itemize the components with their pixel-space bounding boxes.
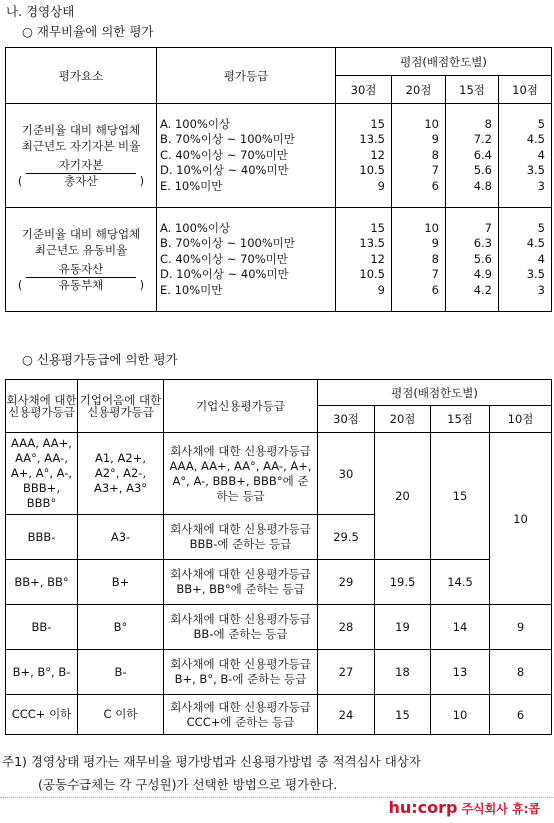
score-value: 12 [370,147,385,162]
score-value: 4.2 [473,282,492,297]
corp-grade: 회사채에 대한 신용평가등급 AAA, AA+, AA°, AA-, A+, A°, A-, BBB+, BBB°에 준하는 등급 [164,433,318,515]
score-value: 4.8 [473,178,492,193]
ratio-formula: ( $\frac{\text{자기자본}}{\text{총자산}}$ ) [17,157,145,189]
score-col-30: 30점 [318,406,375,433]
head-corp: 기업신용평가등급 [164,380,318,433]
ratio-group-equity [6,104,552,208]
score-value: 10.5 [359,267,385,282]
grade-item: C. 40%이상 ~ 70%미만 [160,251,288,266]
score-15: 13 [431,650,490,695]
factor-line: 기준비율 대비 해당업체 [21,226,141,241]
grade-item: E. 10%미만 [160,178,223,193]
score-30: 29.5 [318,515,375,560]
score-value: 6 [431,282,439,297]
score-30: 28 [318,605,375,650]
head-cp: 기업어음에 대한 신용평가등급 [78,380,164,433]
score-20: 19.5 [375,560,431,605]
score-value: 10 [424,220,439,235]
score-col-15: 15점 [431,406,490,433]
fraction-numerator: 자기자본 [26,158,136,174]
score-value: 8 [431,251,439,266]
score-value: 7 [431,163,439,178]
score-value: 12 [370,251,385,266]
section-title: 나. 경영상태 [6,4,75,19]
grade-list [157,104,336,208]
head-bond: 회사채에 대한 신용평가등급 [6,380,78,433]
grade-item: A. 100%이상 [160,220,231,235]
head-score: 평점(배점한도별) [336,48,552,76]
merged-score-20: 20 [375,433,431,560]
bond-grade: BB+, BB° [6,560,78,605]
fraction-numerator: 유동자산 [26,262,136,278]
score-10: 6 [490,695,552,735]
grade-item: A. 100%이상 [160,116,231,131]
score-value: 9 [377,178,385,193]
factor-line: 최근년도 유동비율 [34,242,128,257]
score-list-10 [499,104,552,208]
grade-list [157,208,336,312]
score-value: 4.9 [473,267,492,282]
fraction [26,158,136,189]
cp-grade: B- [78,650,164,695]
grade-item: D. 10%이상 ~ 40%미만 [160,267,289,282]
fraction [26,262,136,293]
score-value: 10.5 [359,163,385,178]
credit-rating-table [5,379,552,735]
score-10: 9 [490,605,552,650]
score-value: 9 [431,132,439,147]
factor-line: 기준비율 대비 해당업체 [21,122,141,137]
bond-grade: BBB- [6,515,78,560]
credit-row [6,560,552,605]
grade-item: B. 70%이상 ~ 100%미만 [160,132,296,147]
score-value: 8 [431,147,439,162]
note-line-1: 주1) 경영상태 평가는 재무비율 평가방법과 신용평가방법 중 적격심사 대상자 [2,754,421,769]
score-15: 10 [431,695,490,735]
bond-grade: AAA, AA+, AA°, AA-, A+, A°, A-, BBB+, BBB° [6,433,78,515]
score-value: 6.4 [473,147,492,162]
score-list-30 [336,208,392,312]
score-value: 4.5 [526,132,545,147]
fraction-denominator: 총자산 [64,173,98,188]
credit-row [6,695,552,735]
score-value: 13.5 [359,236,385,251]
logo-mark: hu:corp [388,798,458,817]
grade-item: C. 40%이상 ~ 70%미만 [160,147,288,162]
score-list-20 [392,104,446,208]
head-grade: 평가등급 [157,48,336,104]
ratio-group-current [6,208,552,312]
merged-score-15: 15 [431,433,490,560]
score-value: 4 [537,147,545,162]
score-value: 4 [537,251,545,266]
score-30: 30 [318,433,375,515]
score-30: 24 [318,695,375,735]
score-col-30: 30점 [336,76,392,104]
score-value: 5.6 [473,163,492,178]
head-score: 평점(배점한도별) [318,380,552,406]
score-value: 6 [431,178,439,193]
corp-grade: 회사채에 대한 신용평가등급 BB+, BB°에 준하는 등급 [164,560,318,605]
sub2-title: ○ 신용평가등급에 의한 평가 [22,352,178,367]
head-factor: 평가요소 [6,48,157,104]
bond-grade: BB- [6,605,78,650]
cp-grade: B+ [78,560,164,605]
score-value: 7.2 [473,132,492,147]
cp-grade: B° [78,605,164,650]
grade-item: D. 10%이상 ~ 40%미만 [160,163,289,178]
score-20: 15 [375,695,431,735]
score-col-20: 20점 [392,76,446,104]
score-value: 5 [537,220,545,235]
ratio-formula: ( $\frac{\text{유동자산}}{\text{유동부채}}$ ) [17,261,145,293]
score-value: 10 [424,116,439,131]
score-col-20: 20점 [375,406,431,433]
score-value: 5 [537,116,545,131]
corp-grade: 회사채에 대한 신용평가등급 B+, B°, B-에 준하는 등급 [164,650,318,695]
credit-row [6,650,552,695]
cp-grade: C 이하 [78,695,164,735]
logo-company-name: 주식회사 휴:콥 [461,802,540,816]
corp-grade: 회사채에 대한 신용평가등급 CCC+에 준하는 등급 [164,695,318,735]
score-value: 9 [377,282,385,297]
score-col-10: 10점 [499,76,552,104]
note-line-2: (공동수급체는 각 구성원)가 선택한 방법으로 평가한다. [38,777,338,792]
score-value: 6.3 [473,236,492,251]
score-15: 14.5 [431,560,490,605]
score-value: 9 [431,236,439,251]
grade-item: B. 70%이상 ~ 100%미만 [160,236,296,251]
score-20: 18 [375,650,431,695]
score-value: 5.6 [473,251,492,266]
cp-grade: A3- [78,515,164,560]
factor-cell [6,104,157,208]
credit-row [6,433,552,515]
score-value: 3.5 [526,267,545,282]
company-logo [388,798,540,817]
merged-score-10: 10 [490,433,552,605]
fraction-denominator: 유동부채 [58,277,104,292]
bond-grade: CCC+ 이하 [6,695,78,735]
financial-ratio-table [5,47,552,312]
credit-row [6,605,552,650]
score-value: 15 [370,220,385,235]
score-list-15 [446,104,499,208]
corp-grade: 회사채에 대한 신용평가등급 BBB-에 준하는 등급 [164,515,318,560]
score-col-10: 10점 [490,406,552,433]
bond-grade: B+, B°, B- [6,650,78,695]
score-list-10 [499,208,552,312]
score-value: 3 [537,178,545,193]
grade-item: E. 10%미만 [160,282,223,297]
score-value: 3.5 [526,163,545,178]
score-list-30 [336,104,392,208]
score-30: 27 [318,650,375,695]
score-30: 29 [318,560,375,605]
score-list-20 [392,208,446,312]
score-list-15 [446,208,499,312]
score-value: 7 [484,220,492,235]
corp-grade: 회사채에 대한 신용평가등급 BB-에 준하는 등급 [164,605,318,650]
score-value: 15 [370,116,385,131]
score-value: 8 [484,116,492,131]
score-col-15: 15점 [446,76,499,104]
factor-line: 최근년도 자기자본 비율 [21,138,141,153]
score-15: 14 [431,605,490,650]
score-10: 8 [490,650,552,695]
score-value: 7 [431,267,439,282]
score-value: 3 [537,282,545,297]
sub1-title: ○ 재무비율에 의한 평가 [22,24,154,39]
score-value: 13.5 [359,132,385,147]
cp-grade: A1, A2+, A2°, A2-, A3+, A3° [78,433,164,515]
score-value: 4.5 [526,236,545,251]
factor-cell [6,208,157,312]
score-20: 19 [375,605,431,650]
